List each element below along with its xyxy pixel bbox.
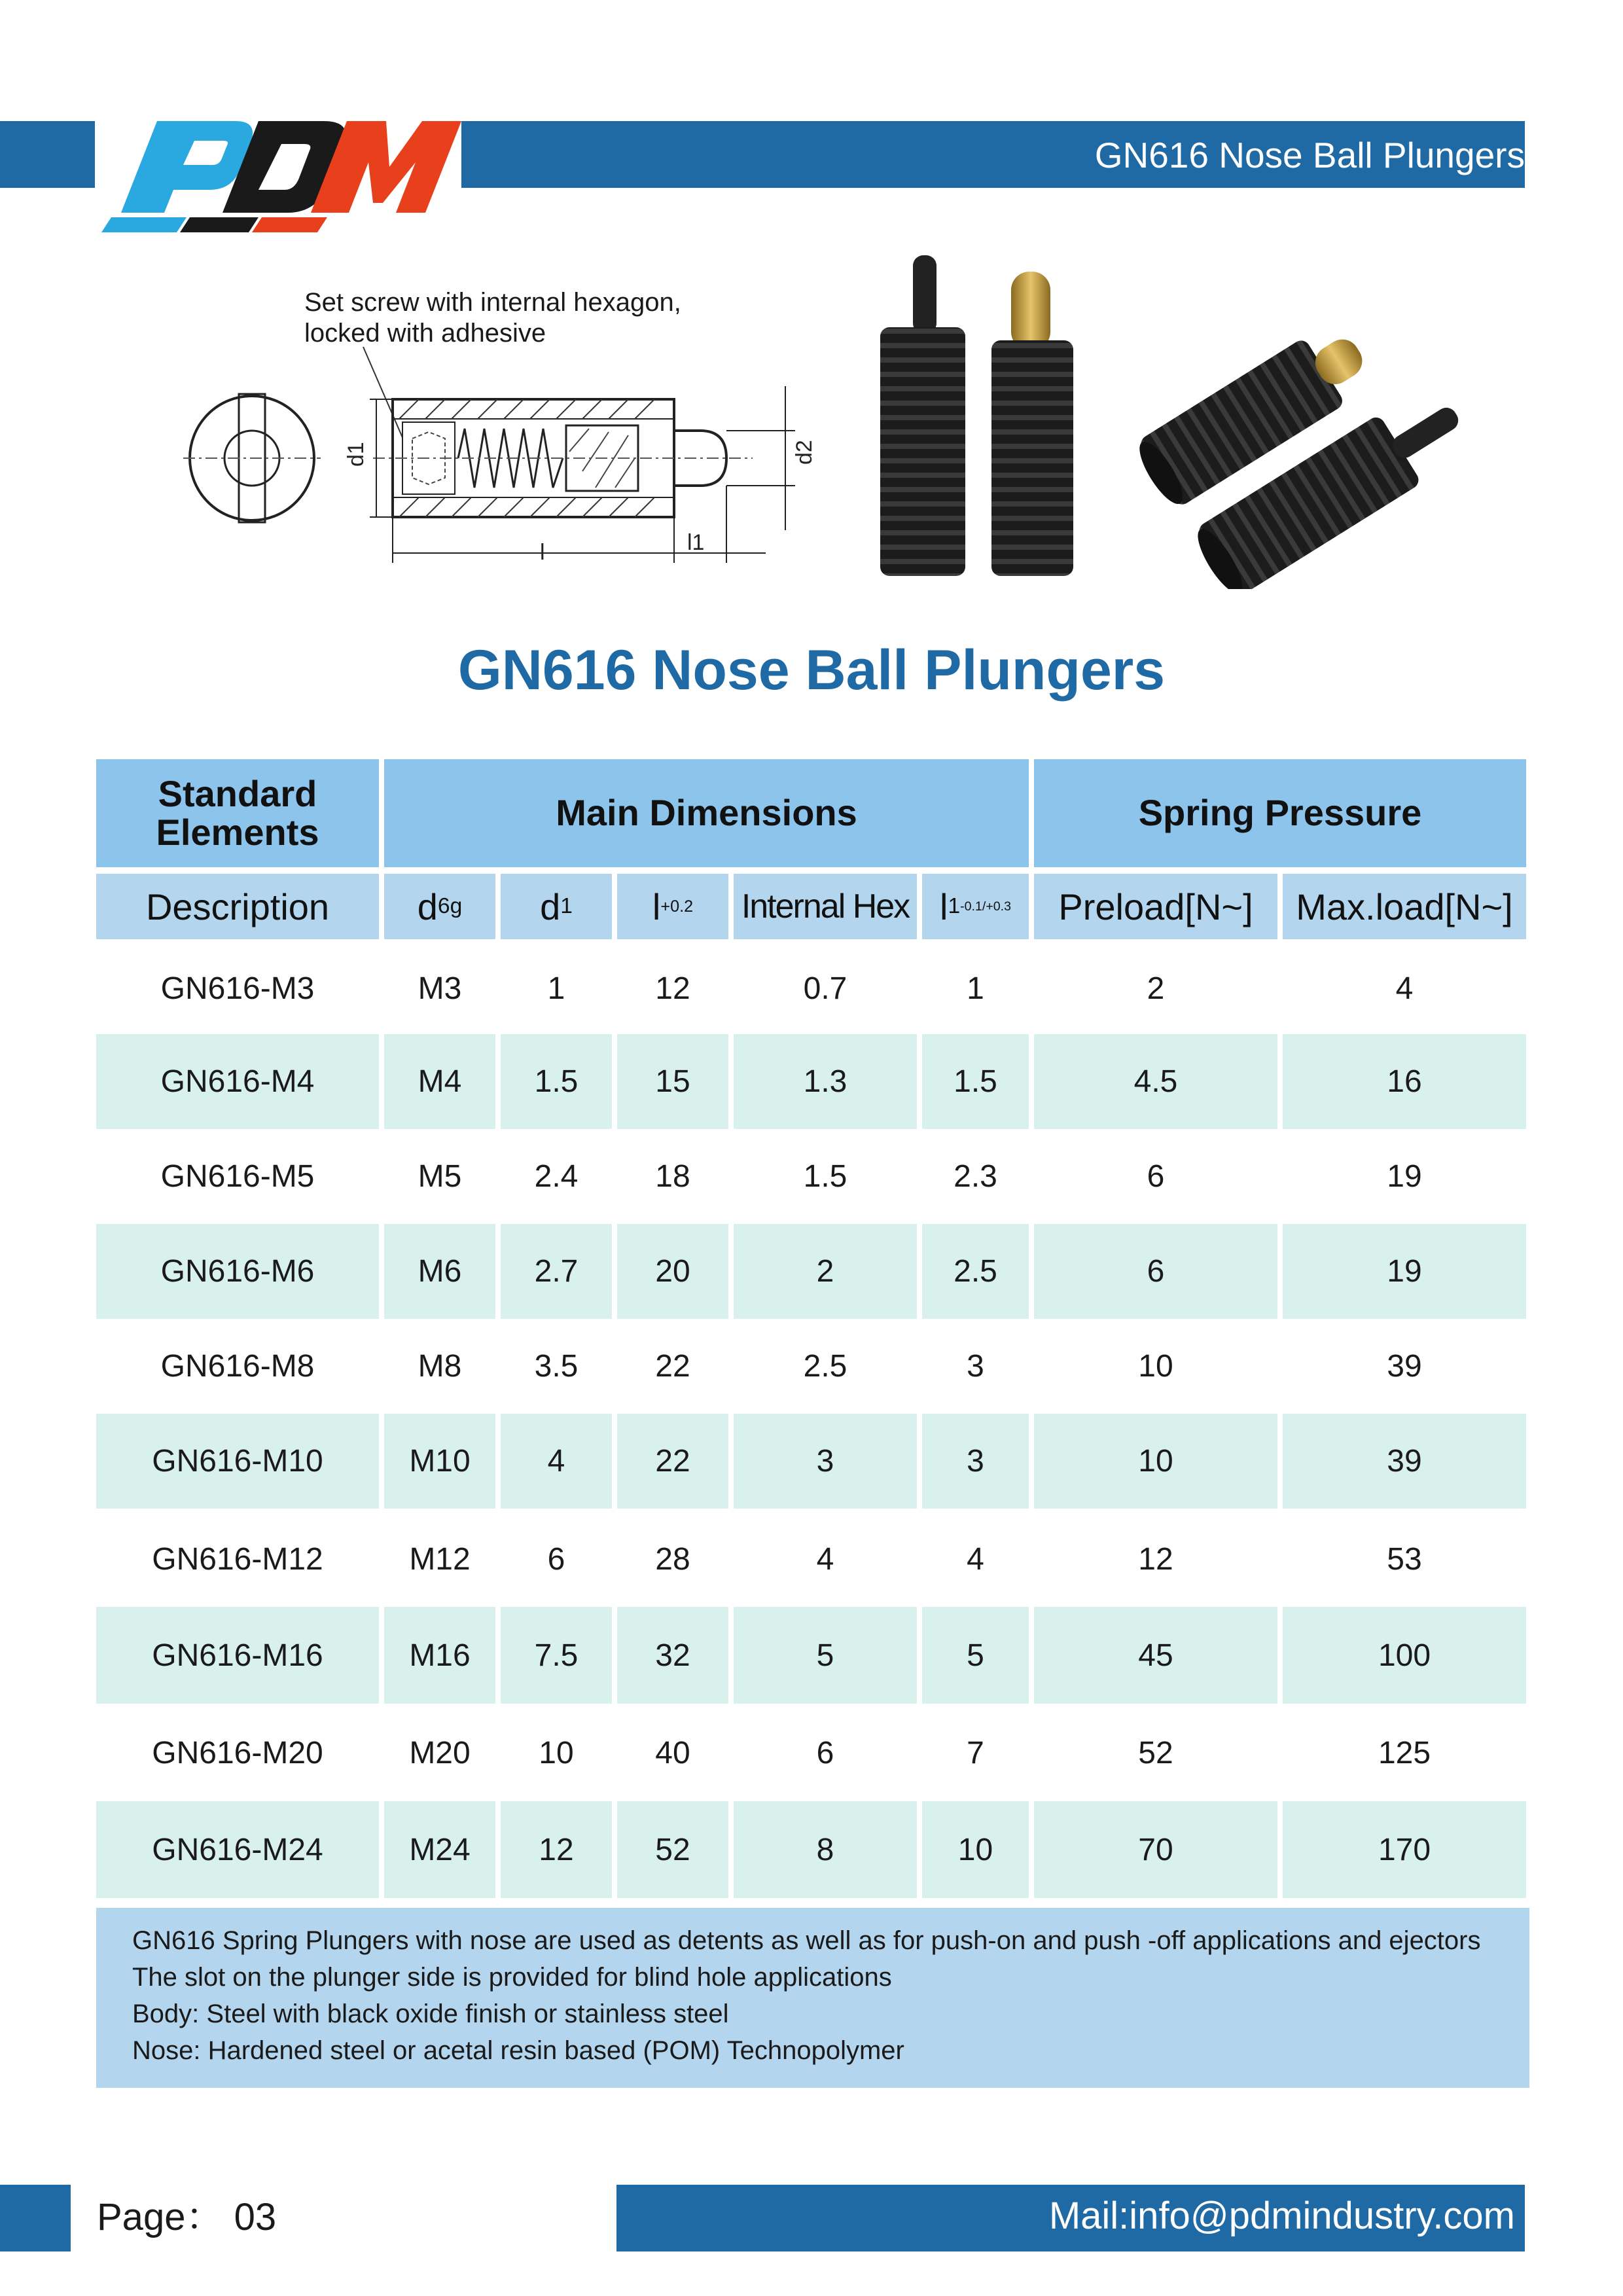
- pdm-logo: [95, 105, 461, 236]
- col-l1-main: l: [939, 886, 948, 927]
- cell-l1: 5: [922, 1607, 1029, 1704]
- col-d1: [501, 874, 612, 939]
- cell-d1: 2.4: [534, 1159, 579, 1194]
- page-title: GN616 Nose Ball Plungers: [457, 639, 1166, 702]
- cell-maxload: 19: [1283, 1224, 1526, 1319]
- cell-l: 20: [617, 1224, 728, 1319]
- cell-d1: 3.5: [534, 1349, 579, 1384]
- drawing-note-line1: Set screw with internal hexagon,: [304, 288, 681, 317]
- col-d1-sub: 1: [560, 894, 573, 918]
- cell-preload: 6: [1034, 1224, 1277, 1319]
- col-maxload: Max.load[N~]: [1283, 874, 1526, 939]
- cell-l1: 4: [967, 1542, 984, 1577]
- cell-maxload: 39: [1387, 1349, 1422, 1384]
- cell-l: 22: [655, 1349, 690, 1384]
- cell-l1: 1: [967, 971, 984, 1006]
- cell-description: GN616-M5: [160, 1159, 315, 1194]
- cell-d6g: M4: [384, 1034, 495, 1129]
- col-preload: Preload[N~]: [1034, 874, 1277, 939]
- cell-internal-hex: 5: [734, 1607, 917, 1704]
- cell-preload: 12: [1138, 1542, 1173, 1577]
- col-d1-main: d: [540, 886, 561, 927]
- cell-description: GN616-M16: [96, 1607, 379, 1704]
- cell-internal-hex: 8: [734, 1801, 917, 1898]
- cell-maxload: 19: [1387, 1159, 1422, 1194]
- cell-d6g: M10: [384, 1414, 495, 1509]
- cell-l1: 10: [922, 1801, 1029, 1898]
- col-d6g: [384, 874, 495, 939]
- cell-l: 22: [617, 1414, 728, 1509]
- group-header-standard-line2: Elements: [156, 811, 319, 853]
- header-title: GN616 Nose Ball Plungers: [1094, 135, 1525, 175]
- cell-preload: 2: [1147, 971, 1165, 1006]
- footer-mail: Mail:info@pdmindustry.com: [1048, 2195, 1515, 2237]
- cell-d6g: M5: [418, 1159, 462, 1194]
- cell-maxload: 170: [1283, 1801, 1526, 1898]
- cell-maxload: 125: [1378, 1736, 1431, 1770]
- cell-d6g: M6: [384, 1224, 495, 1319]
- col-internal-hex: Internal Hex: [734, 874, 917, 939]
- cell-d1: 4: [501, 1414, 612, 1509]
- group-header-spring: Spring Pressure: [1034, 759, 1526, 867]
- cell-l1: 3: [967, 1349, 984, 1384]
- cell-preload: 10: [1034, 1414, 1277, 1509]
- cell-internal-hex: 2: [734, 1224, 917, 1319]
- cell-maxload: 39: [1283, 1414, 1526, 1509]
- cell-d1: 1: [547, 971, 565, 1006]
- cell-l1: 3: [922, 1414, 1029, 1509]
- label-l: l: [540, 540, 545, 565]
- col-d6g-sub: 6g: [437, 894, 463, 918]
- cell-description: GN616-M12: [152, 1542, 323, 1577]
- cell-internal-hex: 6: [816, 1736, 834, 1770]
- note-line: The slot on the plunger side is provided for blind hole applications: [132, 1963, 892, 1992]
- cell-maxload: 53: [1387, 1542, 1422, 1577]
- notes-box: [96, 1908, 1529, 2088]
- cell-d1: 7.5: [501, 1607, 612, 1704]
- col-l-sup: +0.2: [660, 897, 694, 916]
- cell-maxload: 16: [1283, 1034, 1526, 1129]
- page-number: Page： 03: [97, 2196, 277, 2238]
- cell-internal-hex: 1.3: [734, 1034, 917, 1129]
- cell-l: 32: [617, 1607, 728, 1704]
- col-l1-sup: -0.1/+0.3: [960, 899, 1012, 914]
- note-line: Nose: Hardened steel or acetal resin based (POM) Technopolymer: [132, 2036, 904, 2065]
- cell-description: GN616-M20: [152, 1736, 323, 1770]
- cell-d6g: M3: [418, 971, 462, 1006]
- cell-internal-hex: 2.5: [803, 1349, 847, 1384]
- cell-l1: 1.5: [922, 1034, 1029, 1129]
- group-header-standard: [96, 759, 379, 867]
- cell-preload: 70: [1034, 1801, 1277, 1898]
- cell-preload: 52: [1138, 1736, 1173, 1770]
- product-photo: [844, 242, 1505, 589]
- cell-description: GN616-M4: [96, 1034, 379, 1129]
- cell-d1: 1.5: [501, 1034, 612, 1129]
- cell-d1: 6: [547, 1542, 565, 1577]
- cell-description: GN616-M3: [160, 971, 315, 1006]
- cell-l: 40: [655, 1736, 690, 1770]
- cell-l: 18: [655, 1159, 690, 1194]
- cell-d1: 2.7: [501, 1224, 612, 1319]
- note-line: Body: Steel with black oxide finish or stainless steel: [132, 2000, 729, 2028]
- cell-l: 52: [617, 1801, 728, 1898]
- cell-l1: 7: [967, 1736, 984, 1770]
- cell-description: GN616-M24: [96, 1801, 379, 1898]
- col-l: [617, 874, 728, 939]
- cell-description: GN616-M8: [160, 1349, 315, 1384]
- label-d1: d1: [344, 442, 368, 467]
- group-header-main: Main Dimensions: [384, 759, 1029, 867]
- footer-bar-left: [0, 2185, 71, 2251]
- cell-description: GN616-M10: [96, 1414, 379, 1509]
- cell-l: 15: [617, 1034, 728, 1129]
- technical-drawing: [177, 262, 831, 589]
- cell-d6g: M16: [384, 1607, 495, 1704]
- cell-preload: 45: [1034, 1607, 1277, 1704]
- note-line: GN616 Spring Plungers with nose are used as detents as well as for push-on and push -off applications and ejectors: [132, 1926, 1481, 1955]
- cell-d6g: M20: [409, 1736, 471, 1770]
- group-header-standard-line1: Standard: [158, 772, 317, 814]
- cell-d1: 10: [539, 1736, 574, 1770]
- label-l1: l1: [687, 530, 705, 555]
- cell-internal-hex: 3: [734, 1414, 917, 1509]
- cell-d1: 12: [501, 1801, 612, 1898]
- cell-description: GN616-M6: [96, 1224, 379, 1319]
- cell-l: 12: [655, 971, 690, 1006]
- cell-internal-hex: 0.7: [803, 971, 847, 1006]
- cell-d6g: M24: [384, 1801, 495, 1898]
- cell-l: 28: [655, 1542, 690, 1577]
- cell-l1: 2.3: [954, 1159, 997, 1194]
- cell-d6g: M12: [409, 1542, 471, 1577]
- cell-d6g: M8: [418, 1349, 462, 1384]
- col-l-main: l: [652, 886, 661, 927]
- cell-preload: 6: [1147, 1159, 1165, 1194]
- col-description: Description: [96, 874, 379, 939]
- col-d6g-main: d: [417, 886, 438, 927]
- col-l1-sub: 1: [948, 894, 961, 918]
- cell-internal-hex: 4: [816, 1542, 834, 1577]
- cell-preload: 4.5: [1034, 1034, 1277, 1129]
- cell-l1: 2.5: [922, 1224, 1029, 1319]
- cell-internal-hex: 1.5: [803, 1159, 847, 1194]
- cell-maxload: 4: [1395, 971, 1414, 1006]
- label-d2: d2: [792, 440, 817, 465]
- col-l1: [922, 874, 1029, 939]
- cell-maxload: 100: [1283, 1607, 1526, 1704]
- drawing-note-line2: locked with adhesive: [304, 319, 546, 348]
- cell-preload: 10: [1138, 1349, 1173, 1384]
